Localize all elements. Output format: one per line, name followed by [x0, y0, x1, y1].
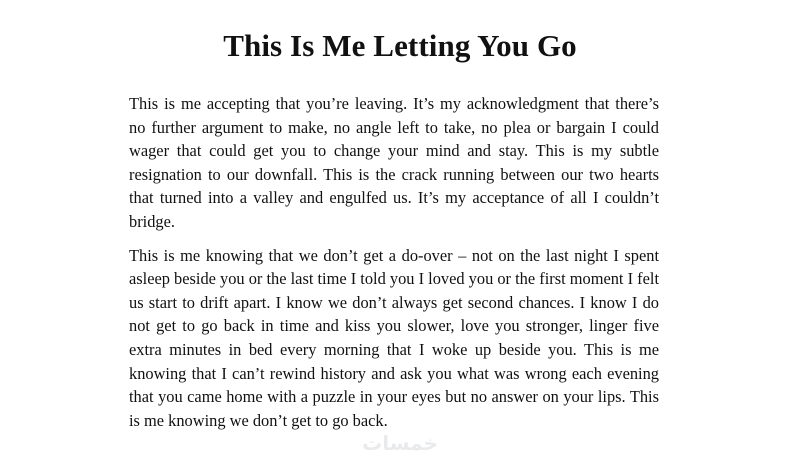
svg-text:خمسات: خمسات [362, 431, 438, 455]
article-paragraph-1: This is me accepting that you’re leaving. It’s my acknowledgment that there’s no further argument to make, no angle left to take, no plea or bargain I could wager that could get you to change your mind and stay. This is my subtle resignation to our downfall. This is the crack running between our two hearts that turned into a valley and engulfed us. It’s my acceptance of all I couldn’t bridge. [129, 94, 659, 231]
page-title: This Is Me Letting You Go [223, 28, 577, 63]
article-body [129, 92, 659, 442]
article-paragraph-2: This is me knowing that we don’t get a do-over – not on the last night I spent asleep beside you or the last time I told you I loved you or the first moment I felt us start to drift apart. I know we don’t always get second chances. I know I do not get to go back in time and kiss you slower, love you stronger, linger five extra minutes in bed every morning that I woke up beside you. This is me knowing that I can’t rewind history and ask you what was wrong each evening that you came home with a puzzle in your eyes but no answer on your lips. This is me knowing we don’t get to go back. [129, 245, 659, 430]
